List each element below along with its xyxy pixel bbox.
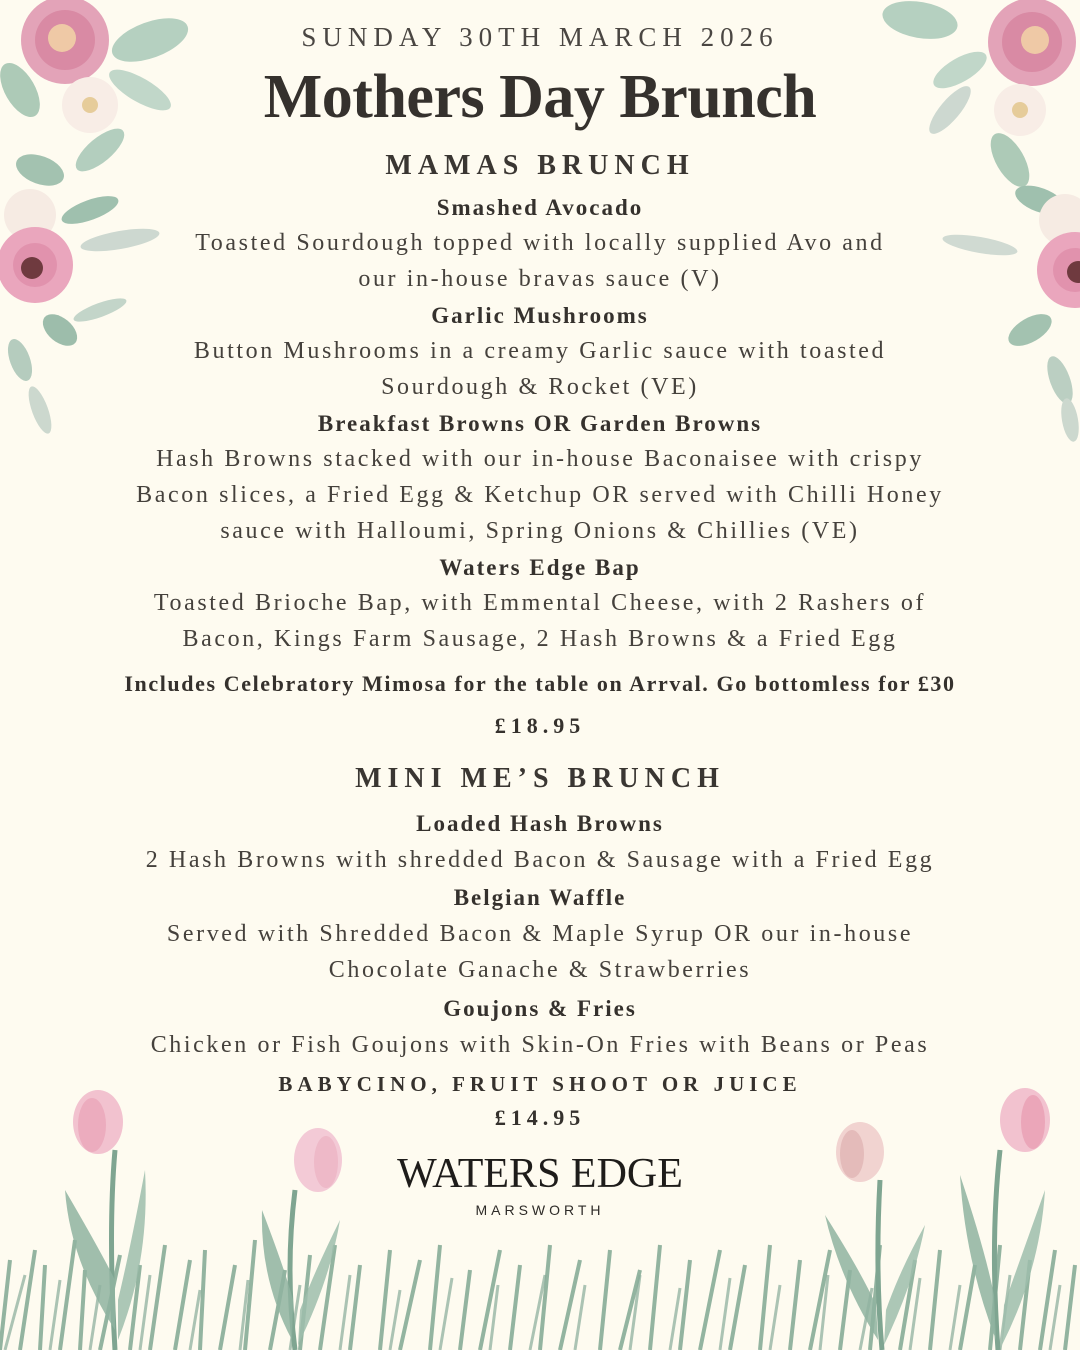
item-name: Belgian Waffle (453, 885, 627, 910)
section-title-minime: MINI ME’S BRUNCH (355, 763, 725, 794)
item-name: Goujons & Fries (443, 996, 637, 1021)
item-desc: Chicken or Fish Goujons with Skin-On Fries with Beans or Peas (150, 1032, 930, 1058)
item-name: Smashed Avocado (436, 195, 644, 220)
item-desc: Hash Browns stacked with our in-house Baconaisee with crispy (156, 446, 924, 472)
item-desc: Sourdough & Rocket (VE) (381, 374, 699, 400)
kids-drinks: BABYCINO, FRUIT SHOOT OR JUICE (278, 1072, 802, 1096)
event-date: SUNDAY 30TH MARCH 2026 (301, 22, 779, 52)
item-desc: Button Mushrooms in a creamy Garlic sauce with toasted (193, 338, 887, 364)
brand-location: MARSWORTH (475, 1202, 605, 1218)
price-mamas: £18.95 (494, 713, 586, 738)
item-desc: sauce with Halloumi, Spring Onions & Chillies (VE) (220, 518, 860, 544)
item-desc: Bacon, Kings Farm Sausage, 2 Hash Browns & a Fried Egg (182, 626, 898, 652)
item-name: Loaded Hash Browns (416, 811, 664, 836)
item-desc: 2 Hash Browns with shredded Bacon & Sausage with a Fried Egg (145, 847, 935, 873)
item-desc: Toasted Brioche Bap, with Emmental Cheese, with 2 Rashers of (153, 590, 927, 616)
item-desc: Toasted Sourdough topped with locally supplied Avo and (195, 230, 885, 256)
item-desc: Bacon slices, a Fried Egg & Ketchup OR served with Chilli Honey (136, 482, 944, 508)
price-minime: £14.95 (494, 1105, 586, 1130)
brand-logo: WATERS EDGE (397, 1151, 683, 1197)
item-name: Waters Edge Bap (439, 555, 641, 580)
item-desc: our in-house bravas sauce (V) (358, 266, 722, 292)
section-title-mamas: MAMAS BRUNCH (385, 150, 695, 181)
mimosa-note: Includes Celebratory Mimosa for the table on Arrval. Go bottomless for £30 (124, 671, 956, 696)
item-desc: Chocolate Ganache & Strawberries (328, 957, 752, 983)
page-title: Mothers Day Brunch (263, 63, 817, 131)
item-desc: Served with Shredded Bacon & Maple Syrup OR our in-house (166, 921, 914, 947)
item-name: Breakfast Browns OR Garden Browns (317, 411, 763, 436)
item-name: Garlic Mushrooms (431, 303, 649, 328)
